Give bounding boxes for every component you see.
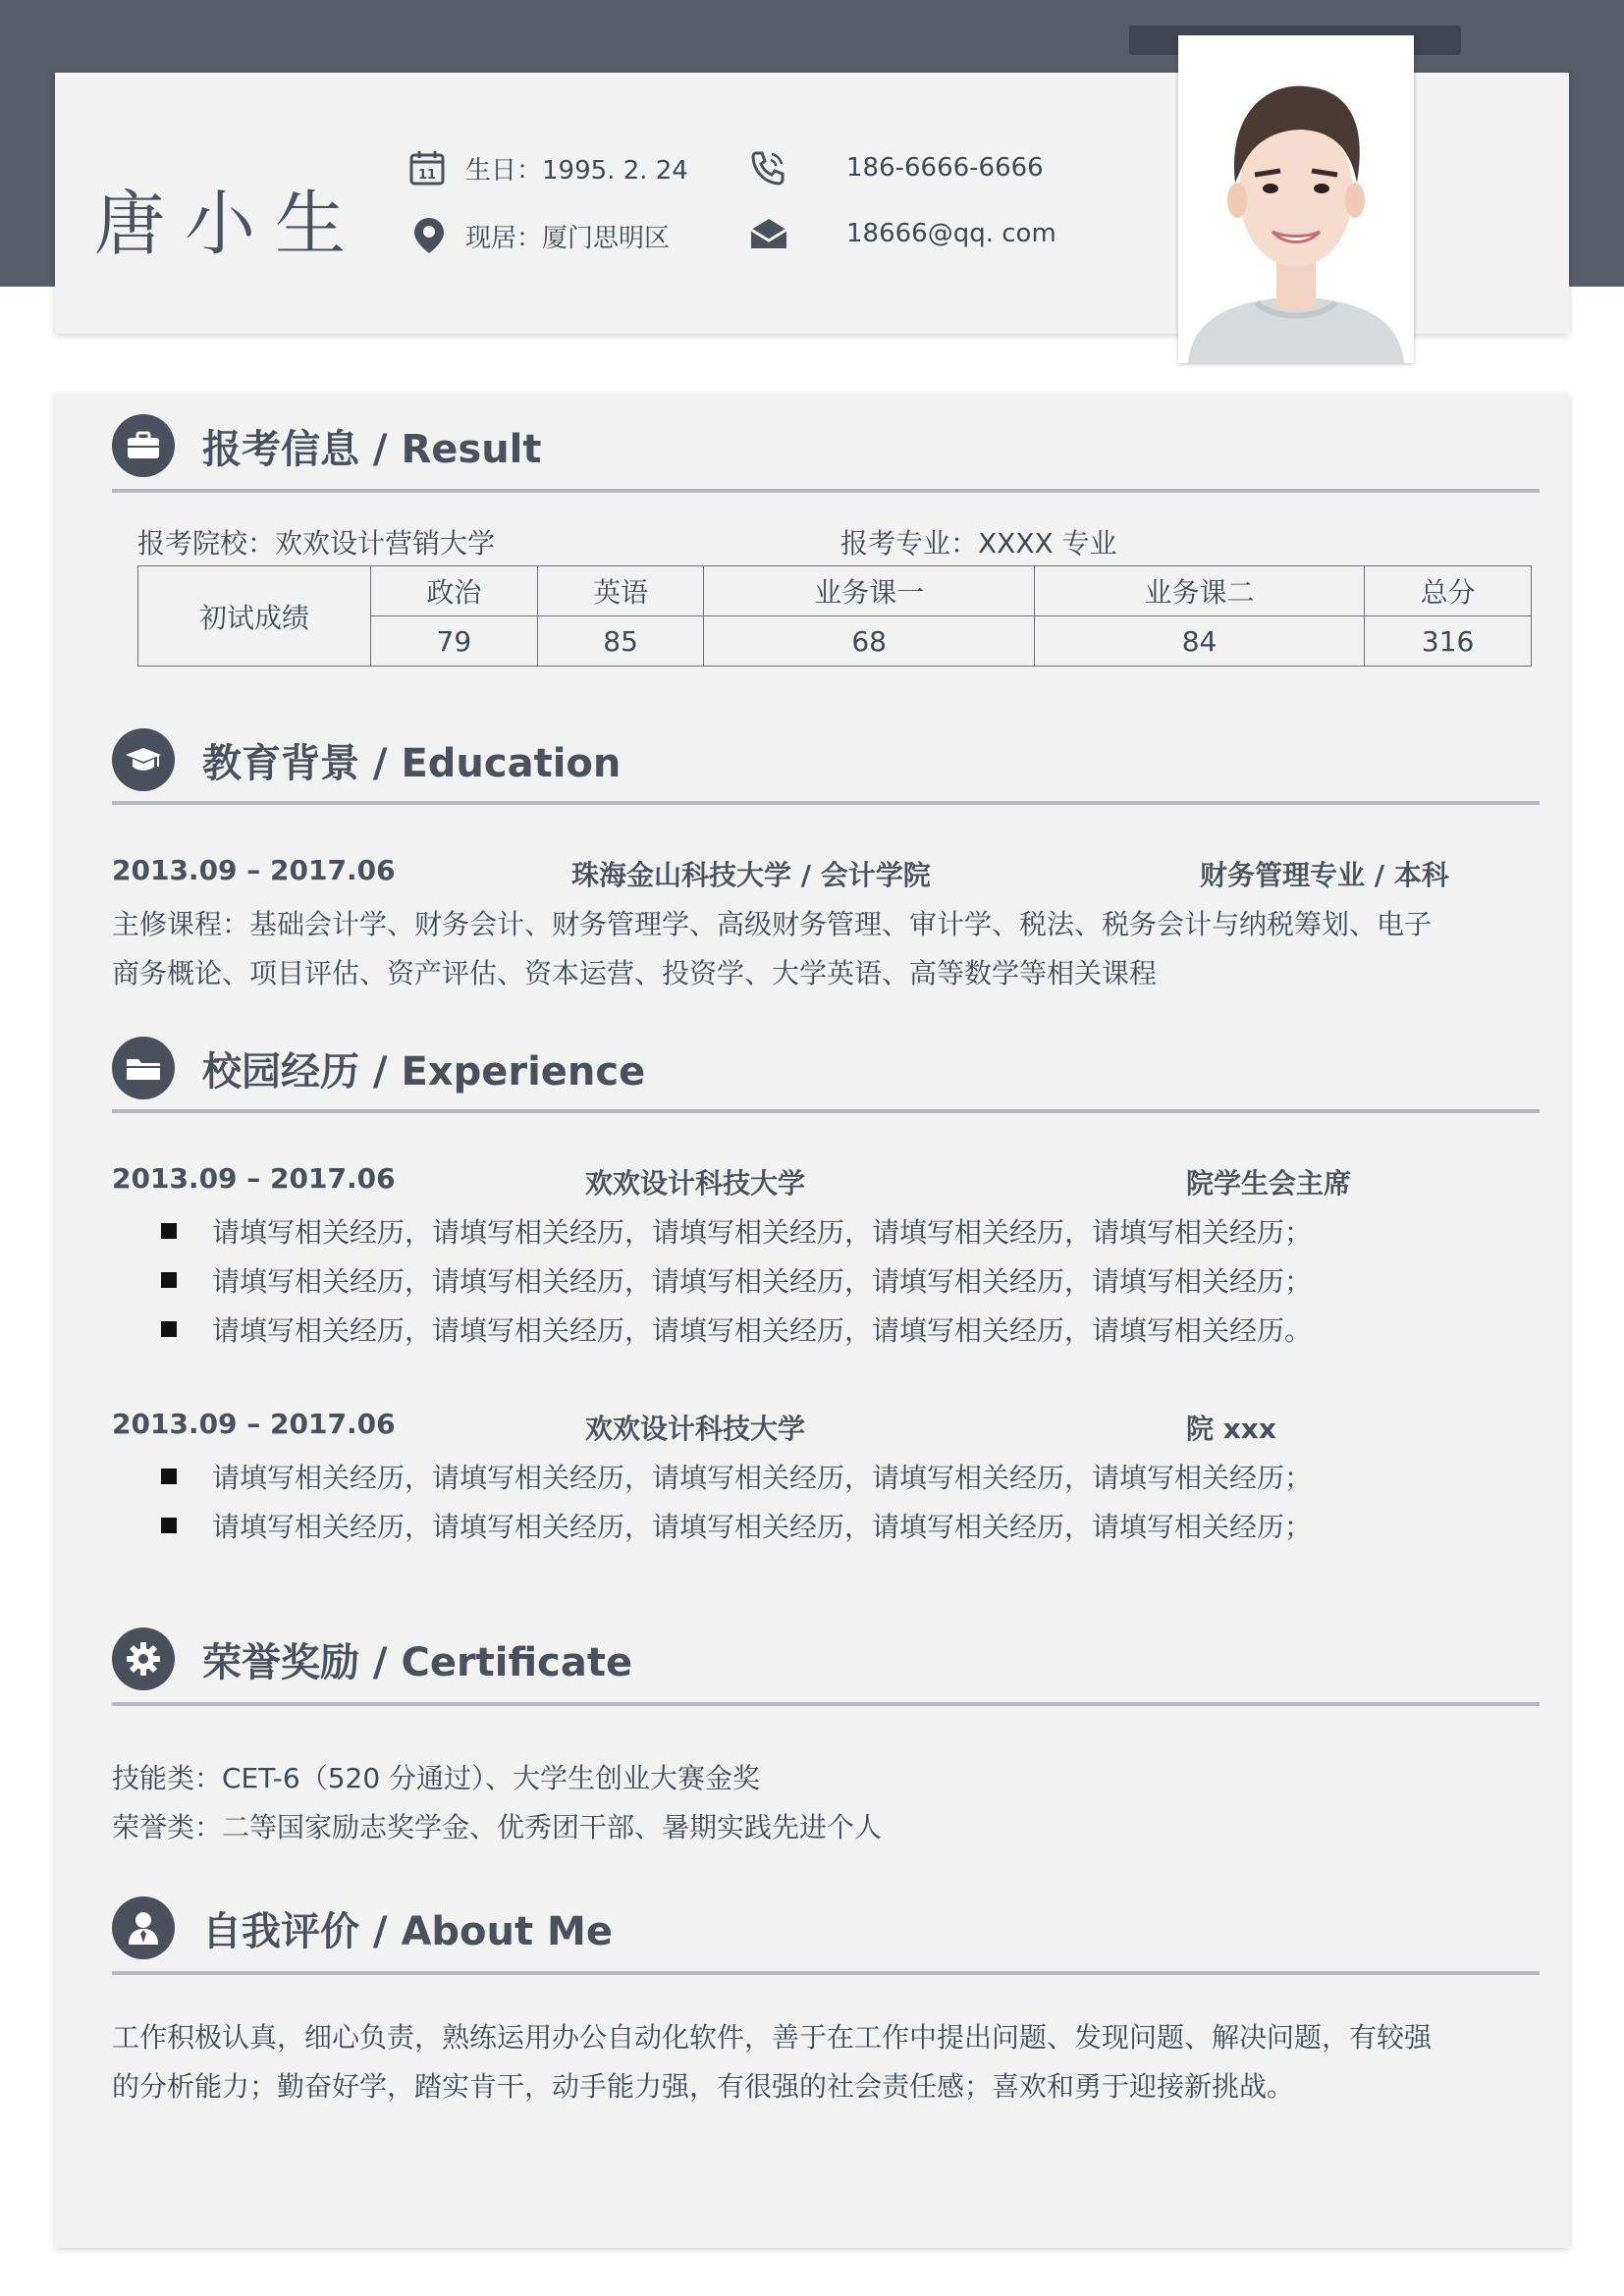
calendar-icon [408, 149, 446, 187]
experience-bullet [161, 1260, 1312, 1300]
briefcase-icon [112, 414, 175, 477]
score-col-header: 政治 [371, 566, 538, 616]
bullet-square [161, 1223, 177, 1239]
phone-field [748, 149, 1044, 187]
graduation-cap-icon [112, 728, 175, 791]
residence-field [412, 216, 670, 255]
experience-period: 2013.09 – 2017.06 [112, 1408, 396, 1440]
experience-bullet [161, 1506, 1312, 1545]
section-result-header [112, 414, 542, 477]
bullet-text: 请填写相关经历，请填写相关经历，请填写相关经历，请填写相关经历，请填写相关经历； [212, 1511, 1313, 1543]
section-experience-header [112, 1037, 645, 1099]
education-courses-line2: 商务概论、项目评估、资产评估、资本运营、投资学、大学英语、高等数学等相关课程 [112, 957, 1158, 989]
calendar-icon-day: 11 [417, 168, 437, 183]
bullet-square [161, 1518, 177, 1533]
phone-icon [748, 149, 787, 187]
birthday-field [408, 149, 688, 187]
about-line2: 的分析能力；勤奋好学，踏实肯干，动手能力强，有很强的社会责任感；喜欢和勇于迎接新挑战。 [112, 2070, 1295, 2103]
experience-role: 院学生会主席 [1186, 1167, 1352, 1200]
profile-photo [1178, 35, 1414, 363]
about-line1: 工作积极认真，细心负责，熟练运用办公自动化软件，善于在工作中提出问题、发现问题、解决问题，有较强 [112, 2021, 1433, 2054]
section-education-header [112, 728, 621, 791]
education-period: 2013.09 – 2017.06 [112, 854, 396, 886]
result-school: 报考院校：欢欢设计营销大学 [137, 527, 496, 560]
section-about-rule [112, 1971, 1540, 1975]
section-certificate-title: 荣誉奖励 / Certificate [202, 1639, 633, 1685]
score-table [137, 565, 1532, 667]
bullet-square [161, 1468, 177, 1484]
experience-bullet [161, 1309, 1312, 1349]
location-pin-icon [412, 216, 446, 255]
education-major: 财务管理专业 / 本科 [1200, 859, 1449, 891]
section-experience-title: 校园经历 / Experience [202, 1048, 646, 1095]
result-major: 报考专业：XXXX 专业 [840, 527, 1117, 560]
score-cell: 79 [371, 616, 538, 667]
person-icon [112, 1896, 175, 1959]
score-col-header: 业务课一 [704, 566, 1034, 616]
residence-text: 现居：厦门思明区 [465, 223, 671, 253]
bullet-text: 请填写相关经历，请填写相关经历，请填写相关经历，请填写相关经历，请填写相关经历； [212, 1216, 1313, 1249]
section-about-header [112, 1896, 613, 1959]
birthday-text: 生日：1995. 2. 24 [465, 155, 688, 186]
section-certificate-header [112, 1628, 632, 1690]
candidate-name: 唐小生 [94, 183, 366, 265]
experience-org: 欢欢设计科技大学 [585, 1413, 806, 1445]
mail-icon [748, 216, 789, 251]
email-text: 18666@qq. com [846, 219, 1056, 248]
certificate-honors: 荣誉类：二等国家励志奖学金、优秀团干部、暑期实践先进个人 [112, 1811, 883, 1843]
certificate-skills: 技能类：CET-6（520 分通过）、大学生创业大赛金奖 [112, 1762, 761, 1794]
education-school: 珠海金山科技大学 / 会计学院 [571, 859, 931, 891]
folder-icon [112, 1037, 175, 1099]
score-cell: 68 [704, 616, 1034, 667]
score-row-label: 初试成绩 [138, 566, 371, 667]
bullet-square [161, 1321, 177, 1337]
experience-period: 2013.09 – 2017.06 [112, 1162, 396, 1195]
score-col-header: 业务课二 [1034, 566, 1364, 616]
experience-role: 院 xxx [1186, 1413, 1276, 1445]
phone-text: 186-6666-6666 [846, 153, 1044, 183]
bullet-text: 请填写相关经历，请填写相关经历，请填写相关经历，请填写相关经历，请填写相关经历； [212, 1462, 1313, 1494]
main-content-card [55, 393, 1569, 2248]
section-certificate-rule [112, 1702, 1540, 1706]
section-experience-rule [112, 1109, 1540, 1113]
bullet-text: 请填写相关经历，请填写相关经历，请填写相关经历，请填写相关经历，请填写相关经历； [212, 1265, 1313, 1298]
experience-bullet [161, 1457, 1312, 1496]
score-cell: 84 [1034, 616, 1364, 667]
section-result-rule [112, 489, 1540, 493]
section-education-title: 教育背景 / Education [202, 740, 622, 786]
gear-icon [112, 1628, 175, 1690]
section-education-rule [112, 801, 1540, 805]
score-cell: 85 [537, 616, 704, 667]
score-cell: 316 [1365, 616, 1532, 667]
bullet-text: 请填写相关经历，请填写相关经历，请填写相关经历，请填写相关经历，请填写相关经历。 [212, 1314, 1313, 1347]
score-col-header: 总分 [1365, 566, 1532, 616]
bullet-square [161, 1272, 177, 1288]
education-courses-line1: 主修课程：基础会计学、财务会计、财务管理学、高级财务管理、审计学、税法、税务会计与纳税筹划、电子 [112, 908, 1433, 940]
experience-org: 欢欢设计科技大学 [585, 1167, 806, 1200]
section-about-title: 自我评价 / About Me [202, 1908, 613, 1954]
experience-bullet [161, 1211, 1312, 1251]
score-col-header: 英语 [537, 566, 704, 616]
email-field [748, 216, 1056, 251]
section-result-title: 报考信息 / Result [202, 426, 542, 472]
